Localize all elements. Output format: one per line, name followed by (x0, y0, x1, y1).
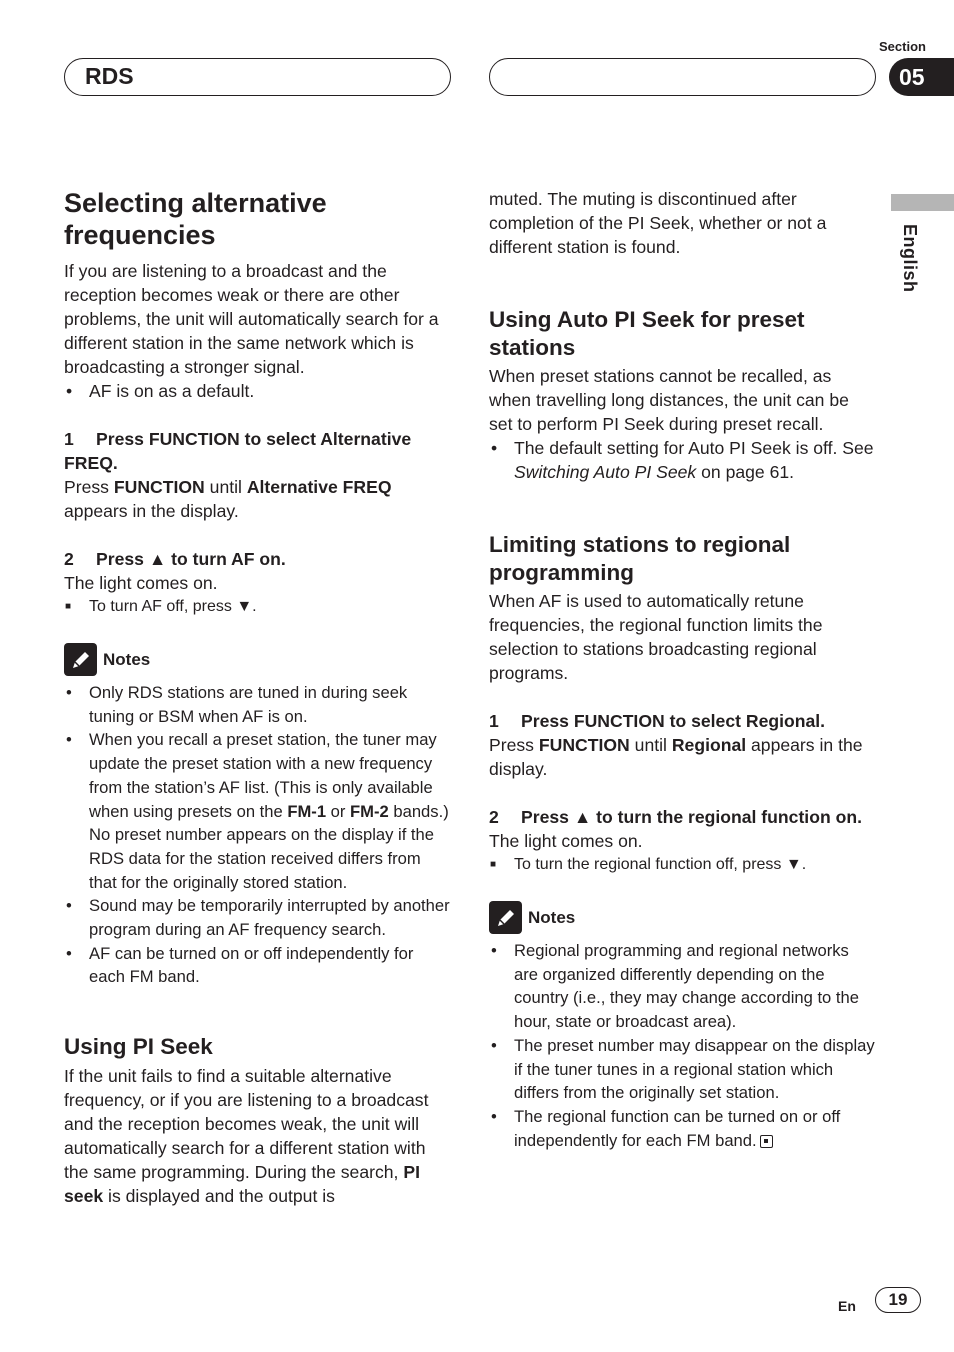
pencil-note-icon (64, 643, 97, 676)
auto-pi-list (489, 436, 875, 484)
end-of-section-icon (760, 1135, 773, 1148)
section-title: RDS (85, 63, 134, 89)
list-item: • AF can be turned on or off independently for each FM band. (64, 942, 450, 989)
section-label: Section (879, 39, 926, 54)
list-item: ■ To turn the regional function off, press ▼. (489, 853, 875, 877)
step-1-heading: 1 Press FUNCTION to select Alternative FREQ. (64, 429, 412, 473)
default-list (64, 379, 450, 403)
regional-step-1-text: Press FUNCTION until Regional appears in the display. (489, 735, 863, 779)
step-2-sublist (64, 595, 450, 619)
regional-step-2-text: The light comes on. (489, 831, 643, 851)
regional-heading: Limiting stations to regional programming (489, 532, 791, 585)
auto-pi-heading: Using Auto PI Seek for preset stations (489, 307, 805, 360)
regional-notes-list (489, 939, 875, 1152)
continued-paragraph: muted. The muting is discontinued after completion of the PI Seek, whether or not a different station is found. (489, 189, 827, 257)
notes-heading: Notes (64, 643, 450, 676)
language-side-label: English (900, 224, 920, 293)
regional-text: When AF is used to automatically retune frequencies, the regional function limits the selection to stations broadcasting regional programs. (489, 591, 823, 683)
section-number-badge: 05 (889, 58, 954, 96)
list-item: • Sound may be temporarily interrupted by another program during an AF frequency search. (64, 894, 450, 941)
side-tab-marker (891, 194, 954, 211)
regional-step-1-heading: 1 Press FUNCTION to select Regional. (489, 711, 826, 731)
list-item: • When you recall a preset station, the tuner may update the preset station with a new frequency from the station’s AF list. (This is only available when using presets on the FM-1 or FM-2 bands.) No preset number appears on the display if the RDS data for the station received differs from that for the originally stored station. (64, 728, 450, 894)
footer-language-code: En (838, 1298, 856, 1314)
regional-notes-heading: Notes (489, 901, 875, 934)
pencil-note-icon (489, 901, 522, 934)
step-1-text: Press FUNCTION until Alternative FREQ appears in the display. (64, 477, 392, 521)
left-column (64, 187, 450, 1208)
auto-pi-text: When preset stations cannot be recalled, as when travelling long distances, the unit can be set to perform PI Seek during preset recall. (489, 366, 849, 434)
regional-step-2-heading: 2 Press ▲ to turn the regional function on. (489, 807, 862, 827)
page-number: 19 (875, 1287, 921, 1313)
notes-list (64, 681, 450, 989)
pi-seek-text: If the unit fails to find a suitable alternative frequency, or if you are listening to a broadcast and the reception becomes weak, the unit will automatically search for a different station with the same programming. During the search, PI seek is displayed and the output is (64, 1066, 429, 1207)
section-title-frame (64, 58, 451, 96)
list-item: • The default setting for Auto PI Seek is off. See Switching Auto PI Seek on page 61. (489, 436, 875, 484)
intro-paragraph: If you are listening to a broadcast and the reception becomes weak or there are other problems, the unit will automatically search for a different station in the same network which is broadcasting a stronger signal. (64, 261, 439, 377)
list-item: • Only RDS stations are tuned in during seek tuning or BSM when AF is on. (64, 681, 450, 728)
main-heading: Selecting alternative frequencies (64, 188, 327, 250)
header-frame-right (489, 58, 876, 96)
list-item: • The preset number may disappear on the display if the tuner tunes in a regional station which differs from the originally set station. (489, 1034, 875, 1105)
list-item: • The regional function can be turned on or off independently for each FM band. (489, 1105, 875, 1152)
step-2-heading: 2 Press ▲ to turn AF on. (64, 549, 286, 569)
list-item: • AF is on as a default. (64, 379, 450, 403)
right-column (489, 187, 875, 1152)
list-item: • Regional programming and regional networks are organized differently depending on the country (i.e., they may change according to the hour, state or broadcast area). (489, 939, 875, 1034)
pi-seek-heading: Using PI Seek (64, 1034, 213, 1060)
regional-step-2-sublist (489, 853, 875, 877)
list-item: ■ To turn AF off, press ▼. (64, 595, 450, 619)
step-2-text: The light comes on. (64, 573, 218, 593)
